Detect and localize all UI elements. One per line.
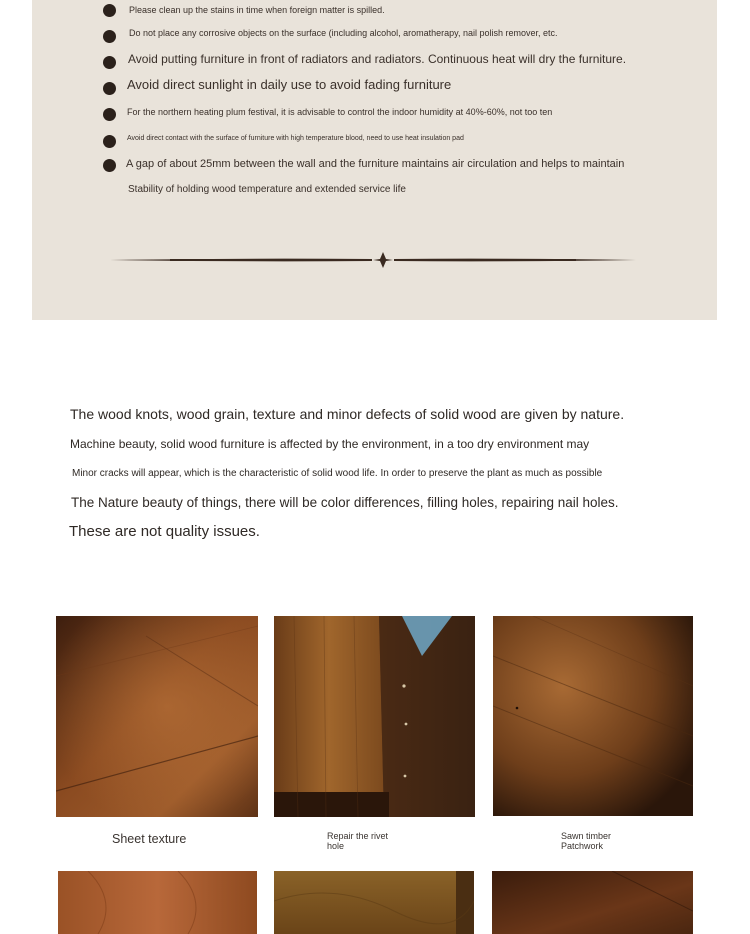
caption-sawn-timber-line1: Sawn timber — [561, 831, 612, 841]
caption-repair-rivet-line1: Repair the rivet — [327, 831, 389, 841]
note-line: Machine beauty, solid wood furniture is affected by the environment, in a too dry environment may — [70, 437, 590, 451]
wood-detail-photo — [58, 871, 257, 934]
note-line: Minor cracks will appear, which is the characteristic of solid wood life. In order to preserve the plant as much as possible — [72, 468, 603, 479]
care-tip-text: For the northern heating plum festival, it is advisable to control the indoor humidity at 40%-60%, not too ten — [127, 107, 553, 117]
caption-sawn-timber-line2: Patchwork — [561, 841, 604, 851]
care-tip-text: Please clean up the stains in time when foreign matter is spilled. — [129, 5, 385, 15]
bullet-icon — [103, 159, 116, 172]
care-tip-text: Avoid putting furniture in front of radiators and radiators. Continuous heat will dry the furniture. — [128, 52, 627, 66]
bullet-icon — [103, 56, 116, 69]
bullet-icon — [103, 4, 116, 17]
care-instructions-panel — [32, 0, 717, 320]
care-tip-text: Avoid direct sunlight in daily use to avoid fading furniture — [127, 77, 452, 92]
care-tip-text: Avoid direct contact with the surface of furniture with high temperature blood, need to use heat insulation pad — [127, 135, 464, 142]
bullet-icon — [103, 30, 116, 43]
wood-detail-photo — [492, 871, 693, 934]
bullet-icon — [103, 82, 116, 95]
sheet-texture-photo — [56, 616, 258, 817]
note-line: The Nature beauty of things, there will be color differences, filling holes, repairing nail holes. — [71, 495, 619, 510]
care-tip-text: Do not place any corrosive objects on the surface (including alcohol, aromatherapy, nail polish remover, etc. — [129, 28, 558, 38]
note-line: These are not quality issues. — [69, 523, 260, 540]
caption-repair-rivet-line2: hole — [327, 841, 345, 851]
bullet-icon — [103, 108, 116, 121]
repair-rivet-hole-photo — [274, 616, 475, 817]
care-tip-text: A gap of about 25mm between the wall and the furniture maintains air circulation and helps to maintain — [126, 158, 625, 170]
wood-detail-photo — [274, 871, 474, 934]
ornamental-divider — [110, 252, 636, 268]
sawn-timber-patchwork-photo — [493, 616, 693, 816]
caption-sheet-texture: Sheet texture — [112, 832, 187, 846]
note-line: The wood knots, wood grain, texture and minor defects of solid wood are given by nature. — [70, 406, 625, 422]
care-tip-text: Stability of holding wood temperature and extended service life — [128, 184, 406, 195]
bullet-icon — [103, 135, 116, 148]
